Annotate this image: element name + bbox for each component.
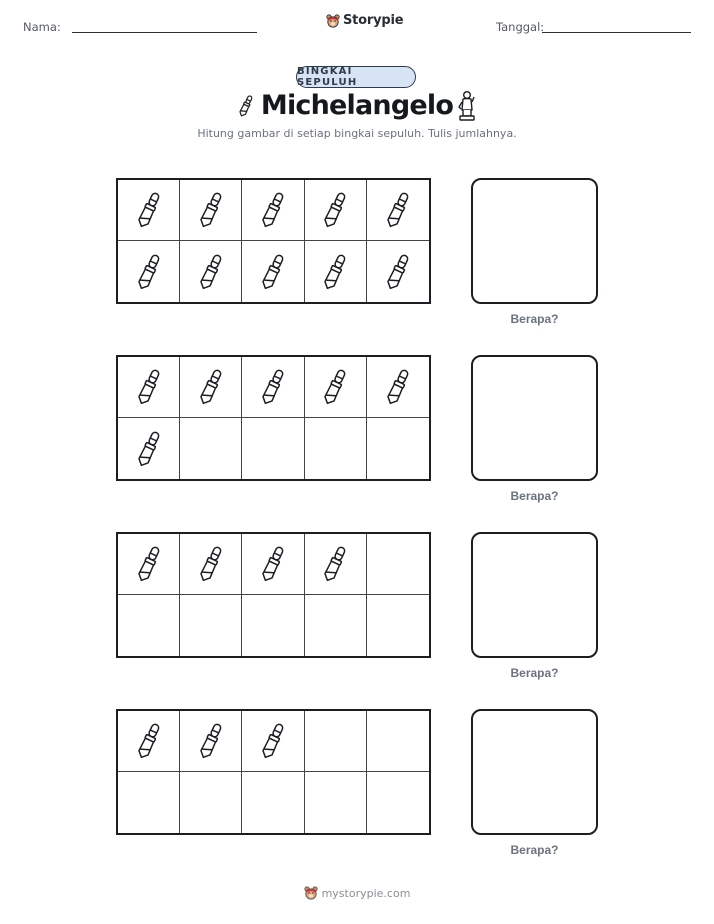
frame-cell (180, 418, 242, 479)
frame-cell (305, 241, 367, 302)
frame-cell (242, 534, 304, 595)
frame-cell (180, 180, 242, 241)
statue-icon (455, 90, 479, 126)
frame-cell (180, 241, 242, 302)
worksheet-header (0, 0, 714, 50)
frame-cell (367, 180, 429, 241)
chisel-icon (315, 190, 355, 230)
frame-cell (180, 595, 242, 656)
footer (0, 886, 714, 900)
chisel-icon (129, 190, 169, 230)
chisel-icon (191, 721, 231, 761)
chisel-icon (253, 252, 293, 292)
chisel-icon (191, 252, 231, 292)
frame-cell (305, 711, 367, 772)
frame-cell (367, 241, 429, 302)
page-title: Michelangelo (260, 90, 454, 121)
chisel-icon (378, 190, 418, 230)
frame-cell (367, 772, 429, 833)
chisel-icon (253, 190, 293, 230)
frame-cell (305, 772, 367, 833)
frame-cell (242, 241, 304, 302)
frame-cell (118, 595, 180, 656)
bear-mascot-icon (326, 14, 340, 28)
answer-box-3[interactable] (471, 532, 598, 658)
frame-cell (118, 534, 180, 595)
frame-cell (242, 772, 304, 833)
chisel-icon (253, 544, 293, 584)
ten-frame-3 (116, 532, 431, 658)
name-label: Nama: (23, 20, 61, 34)
chisel-icon (191, 544, 231, 584)
chisel-icon (191, 367, 231, 407)
frame-cell (242, 418, 304, 479)
chisel-icon (253, 721, 293, 761)
brand-logo (326, 13, 403, 28)
frame-cell (180, 772, 242, 833)
frame-cell (118, 711, 180, 772)
frame-cell (242, 711, 304, 772)
frame-cell (118, 418, 180, 479)
ten-frame-4 (116, 709, 431, 835)
brand-name: Storypie (343, 13, 404, 28)
answer-box-4[interactable] (471, 709, 598, 835)
frame-cell (367, 595, 429, 656)
answer-label-2: Berapa? (510, 489, 559, 503)
frame-cell (180, 711, 242, 772)
frame-cell (305, 180, 367, 241)
frame-cell (367, 711, 429, 772)
chisel-icon (129, 252, 169, 292)
chisel-icon (129, 429, 169, 469)
chisel-icon (191, 190, 231, 230)
chisel-icon (378, 367, 418, 407)
frame-cell (367, 534, 429, 595)
frame-cell (305, 418, 367, 479)
answer-box-1[interactable] (471, 178, 598, 304)
ten-frame-1 (116, 178, 431, 304)
frame-cell (118, 241, 180, 302)
chisel-icon (315, 544, 355, 584)
frame-cell (305, 357, 367, 418)
bear-mascot-icon (304, 886, 318, 900)
footer-url: mystorypie.com (321, 886, 411, 900)
chisel-icon (253, 367, 293, 407)
frame-cell (242, 595, 304, 656)
frame-cell (118, 357, 180, 418)
frame-cell (180, 534, 242, 595)
frame-cell (367, 357, 429, 418)
answer-label-4: Berapa? (510, 843, 559, 857)
answer-label-3: Berapa? (510, 666, 559, 680)
date-field-line[interactable] (542, 32, 691, 33)
frame-cell (180, 357, 242, 418)
instructions: Hitung gambar di setiap bingkai sepuluh. Tulis jumlahnya. (197, 127, 517, 140)
frame-cell (305, 534, 367, 595)
chisel-icon (315, 252, 355, 292)
chisel-icon (129, 544, 169, 584)
frame-cell (242, 180, 304, 241)
chisel-icon (378, 252, 418, 292)
frame-cell (118, 180, 180, 241)
answer-box-2[interactable] (471, 355, 598, 481)
frame-cell (242, 357, 304, 418)
chisel-icon (315, 367, 355, 407)
name-field-line[interactable] (72, 32, 257, 33)
worksheet-type-badge: BINGKAI SEPULUH (296, 66, 416, 88)
title-row (0, 90, 714, 130)
chisel-icon (129, 367, 169, 407)
date-label: Tanggal: (496, 20, 545, 34)
frame-cell (305, 595, 367, 656)
ten-frame-2 (116, 355, 431, 481)
frame-cell (367, 418, 429, 479)
frame-cell (118, 772, 180, 833)
chisel-icon (129, 721, 169, 761)
answer-label-1: Berapa? (510, 312, 559, 326)
